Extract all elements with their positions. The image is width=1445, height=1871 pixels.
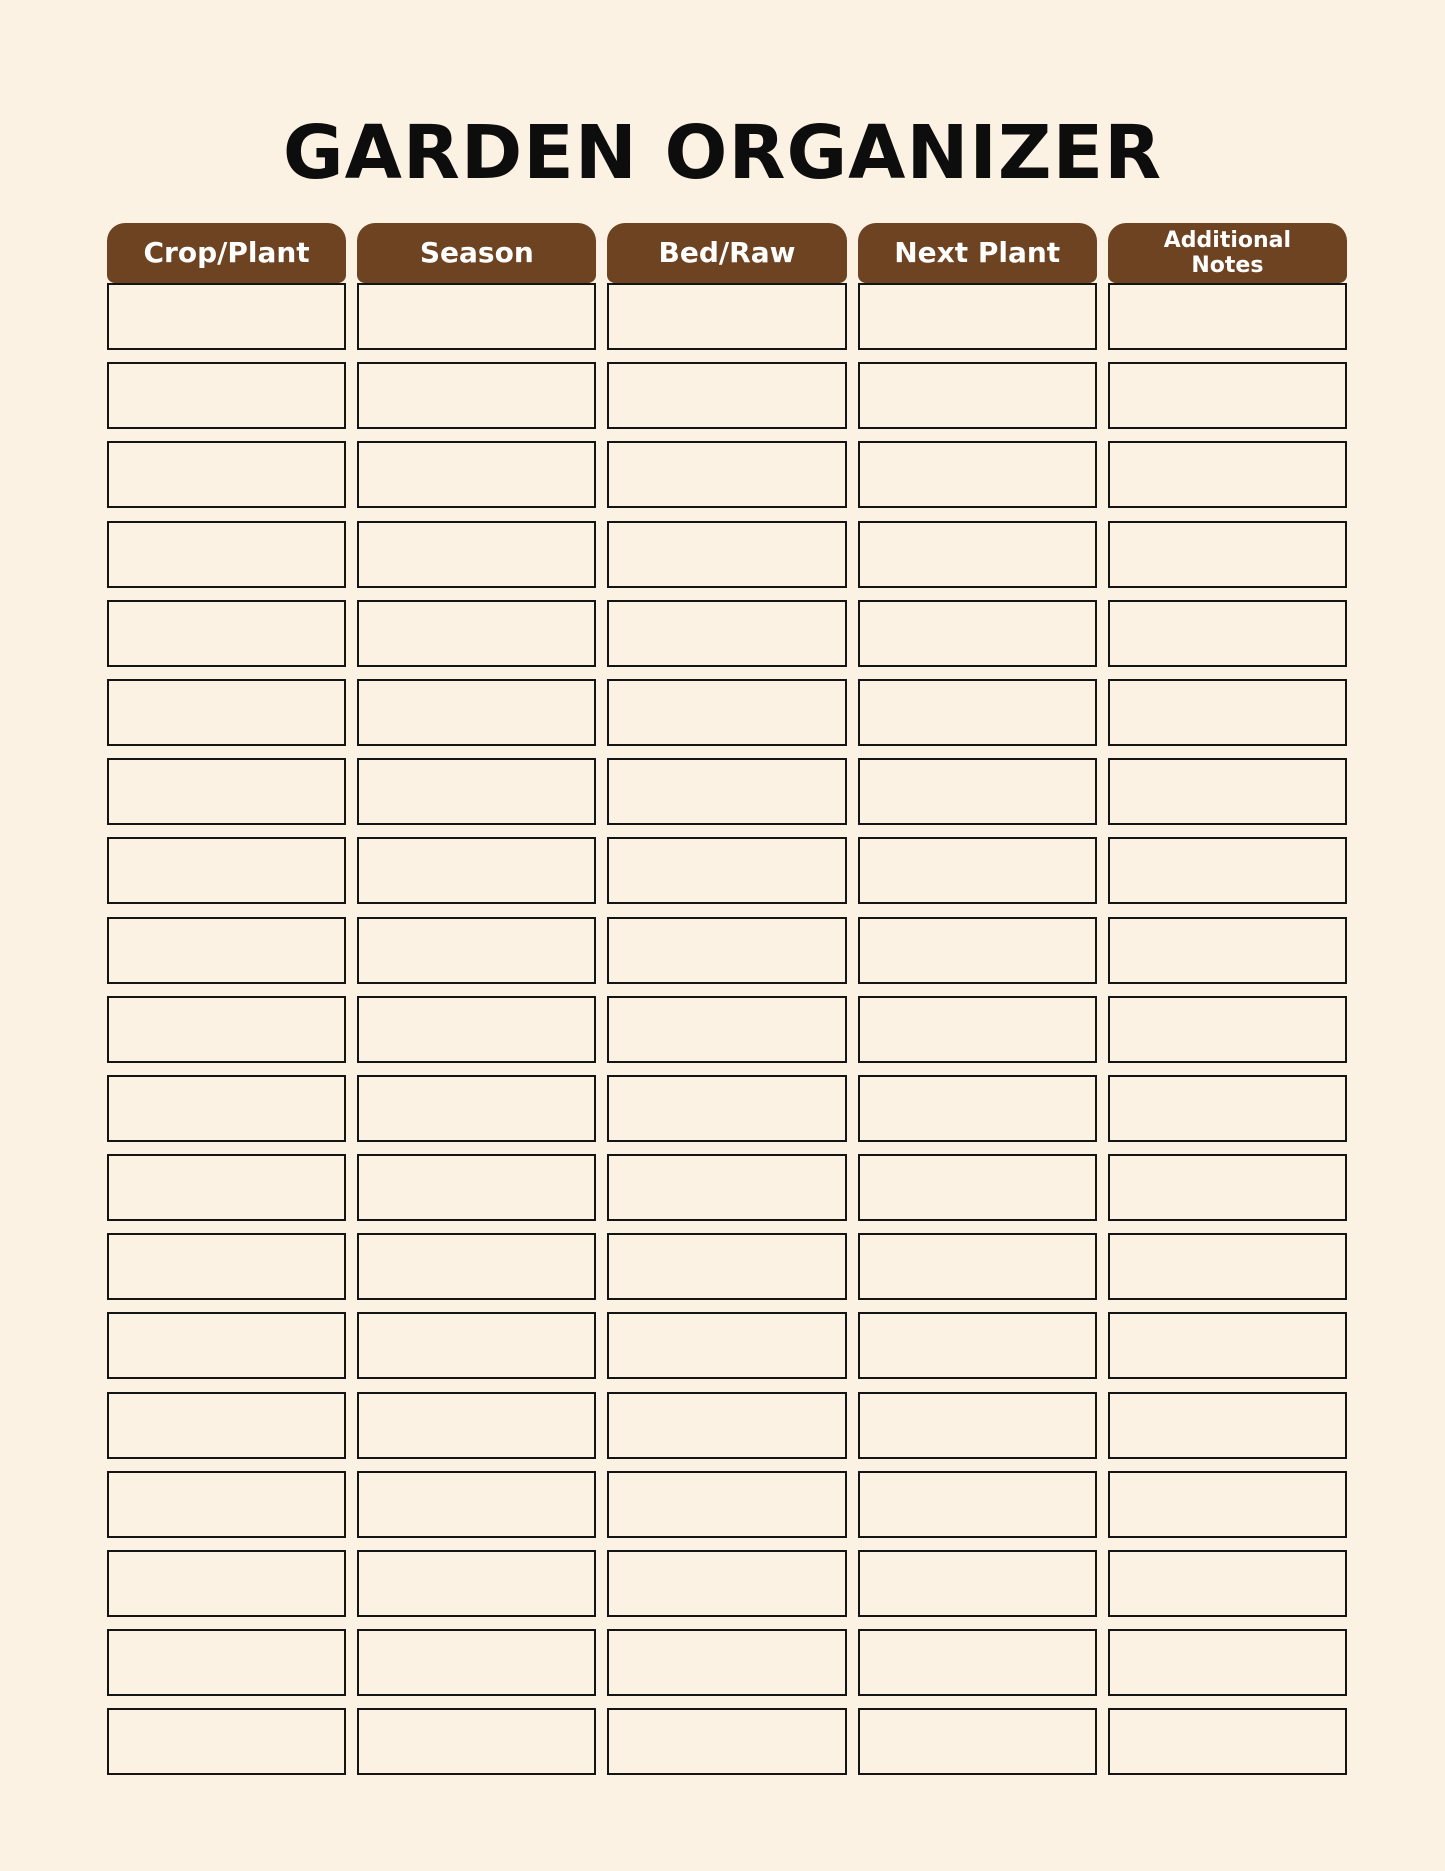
cell-additional-notes[interactable] — [1108, 1392, 1347, 1459]
table-row — [107, 996, 1347, 1063]
cell-additional-notes[interactable] — [1108, 1154, 1347, 1221]
cell-crop-plant[interactable] — [107, 1392, 346, 1459]
cell-bed-raw[interactable] — [607, 1233, 846, 1300]
column-header-crop-plant: Crop/Plant — [107, 223, 346, 283]
table-row — [107, 441, 1347, 508]
cell-bed-raw[interactable] — [607, 917, 846, 984]
table-row — [107, 521, 1347, 588]
cell-next-plant[interactable] — [858, 441, 1097, 508]
cell-next-plant[interactable] — [858, 1312, 1097, 1379]
cell-season[interactable] — [357, 837, 596, 904]
cell-next-plant[interactable] — [858, 1075, 1097, 1142]
cell-crop-plant[interactable] — [107, 1708, 346, 1775]
cell-next-plant[interactable] — [858, 1471, 1097, 1538]
cell-crop-plant[interactable] — [107, 917, 346, 984]
column-header-additional-notes: Additional Notes — [1108, 223, 1347, 283]
table-row — [107, 283, 1347, 350]
table-header — [107, 223, 1347, 283]
cell-bed-raw[interactable] — [607, 1471, 846, 1538]
cell-crop-plant[interactable] — [107, 362, 346, 429]
cell-bed-raw[interactable] — [607, 1708, 846, 1775]
cell-next-plant[interactable] — [858, 1392, 1097, 1459]
cell-additional-notes[interactable] — [1108, 996, 1347, 1063]
cell-crop-plant[interactable] — [107, 837, 346, 904]
table-row — [107, 1629, 1347, 1696]
cell-crop-plant[interactable] — [107, 996, 346, 1063]
cell-additional-notes[interactable] — [1108, 758, 1347, 825]
column-header-next-plant: Next Plant — [858, 223, 1097, 283]
cell-additional-notes[interactable] — [1108, 1550, 1347, 1617]
cell-additional-notes[interactable] — [1108, 362, 1347, 429]
table-body — [107, 283, 1347, 1775]
table-row — [107, 1312, 1347, 1379]
cell-crop-plant[interactable] — [107, 1154, 346, 1221]
cell-additional-notes[interactable] — [1108, 441, 1347, 508]
cell-crop-plant[interactable] — [107, 441, 346, 508]
table-row — [107, 1075, 1347, 1142]
cell-crop-plant[interactable] — [107, 521, 346, 588]
cell-bed-raw[interactable] — [607, 441, 846, 508]
cell-season[interactable] — [357, 1312, 596, 1379]
column-header-season: Season — [357, 223, 596, 283]
table-row — [107, 600, 1347, 667]
cell-bed-raw[interactable] — [607, 1312, 846, 1379]
cell-crop-plant[interactable] — [107, 1471, 346, 1538]
cell-season[interactable] — [357, 1629, 596, 1696]
cell-season[interactable] — [357, 758, 596, 825]
cell-crop-plant[interactable] — [107, 679, 346, 746]
cell-additional-notes[interactable] — [1108, 283, 1347, 350]
cell-additional-notes[interactable] — [1108, 1233, 1347, 1300]
table-row — [107, 679, 1347, 746]
cell-bed-raw[interactable] — [607, 996, 846, 1063]
cell-crop-plant[interactable] — [107, 1550, 346, 1617]
cell-additional-notes[interactable] — [1108, 1312, 1347, 1379]
cell-season[interactable] — [357, 521, 596, 588]
cell-next-plant[interactable] — [858, 996, 1097, 1063]
cell-bed-raw[interactable] — [607, 521, 846, 588]
cell-additional-notes[interactable] — [1108, 521, 1347, 588]
cell-crop-plant[interactable] — [107, 758, 346, 825]
table-row — [107, 758, 1347, 825]
cell-next-plant[interactable] — [858, 1708, 1097, 1775]
column-header-bed-raw: Bed/Raw — [607, 223, 846, 283]
cell-crop-plant[interactable] — [107, 1233, 346, 1300]
cell-bed-raw[interactable] — [607, 362, 846, 429]
table-row — [107, 1154, 1347, 1221]
cell-additional-notes[interactable] — [1108, 600, 1347, 667]
cell-bed-raw[interactable] — [607, 1392, 846, 1459]
cell-next-plant[interactable] — [858, 1629, 1097, 1696]
cell-bed-raw[interactable] — [607, 679, 846, 746]
table-row — [107, 362, 1347, 429]
cell-next-plant[interactable] — [858, 362, 1097, 429]
cell-bed-raw[interactable] — [607, 1550, 846, 1617]
cell-season[interactable] — [357, 917, 596, 984]
cell-season[interactable] — [357, 362, 596, 429]
cell-additional-notes[interactable] — [1108, 917, 1347, 984]
cell-season[interactable] — [357, 600, 596, 667]
cell-season[interactable] — [357, 1471, 596, 1538]
table-row — [107, 1550, 1347, 1617]
cell-crop-plant[interactable] — [107, 1312, 346, 1379]
cell-season[interactable] — [357, 1550, 596, 1617]
cell-season[interactable] — [357, 1392, 596, 1459]
cell-season[interactable] — [357, 1233, 596, 1300]
page-title: GARDEN ORGANIZER — [282, 110, 1163, 196]
cell-next-plant[interactable] — [858, 679, 1097, 746]
cell-bed-raw[interactable] — [607, 1154, 846, 1221]
cell-next-plant[interactable] — [858, 521, 1097, 588]
cell-next-plant[interactable] — [858, 1550, 1097, 1617]
cell-crop-plant[interactable] — [107, 1075, 346, 1142]
organizer-table — [107, 223, 1347, 1788]
cell-season[interactable] — [357, 1154, 596, 1221]
table-row — [107, 1233, 1347, 1300]
cell-crop-plant[interactable] — [107, 600, 346, 667]
cell-crop-plant[interactable] — [107, 1629, 346, 1696]
cell-bed-raw[interactable] — [607, 283, 846, 350]
cell-crop-plant[interactable] — [107, 283, 346, 350]
cell-additional-notes[interactable] — [1108, 1471, 1347, 1538]
cell-bed-raw[interactable] — [607, 758, 846, 825]
cell-bed-raw[interactable] — [607, 1629, 846, 1696]
table-row — [107, 1471, 1347, 1538]
cell-season[interactable] — [357, 996, 596, 1063]
cell-season[interactable] — [357, 1075, 596, 1142]
cell-season[interactable] — [357, 679, 596, 746]
cell-additional-notes[interactable] — [1108, 679, 1347, 746]
cell-next-plant[interactable] — [858, 758, 1097, 825]
cell-additional-notes[interactable] — [1108, 1075, 1347, 1142]
cell-bed-raw[interactable] — [607, 600, 846, 667]
table-row — [107, 917, 1347, 984]
cell-additional-notes[interactable] — [1108, 837, 1347, 904]
table-row — [107, 837, 1347, 904]
cell-additional-notes[interactable] — [1108, 1629, 1347, 1696]
cell-next-plant[interactable] — [858, 837, 1097, 904]
cell-next-plant[interactable] — [858, 283, 1097, 350]
cell-next-plant[interactable] — [858, 600, 1097, 667]
cell-additional-notes[interactable] — [1108, 1708, 1347, 1775]
cell-season[interactable] — [357, 1708, 596, 1775]
cell-season[interactable] — [357, 441, 596, 508]
cell-next-plant[interactable] — [858, 917, 1097, 984]
cell-bed-raw[interactable] — [607, 1075, 846, 1142]
table-row — [107, 1392, 1347, 1459]
table-row — [107, 1708, 1347, 1775]
cell-next-plant[interactable] — [858, 1233, 1097, 1300]
cell-next-plant[interactable] — [858, 1154, 1097, 1221]
cell-season[interactable] — [357, 283, 596, 350]
cell-bed-raw[interactable] — [607, 837, 846, 904]
